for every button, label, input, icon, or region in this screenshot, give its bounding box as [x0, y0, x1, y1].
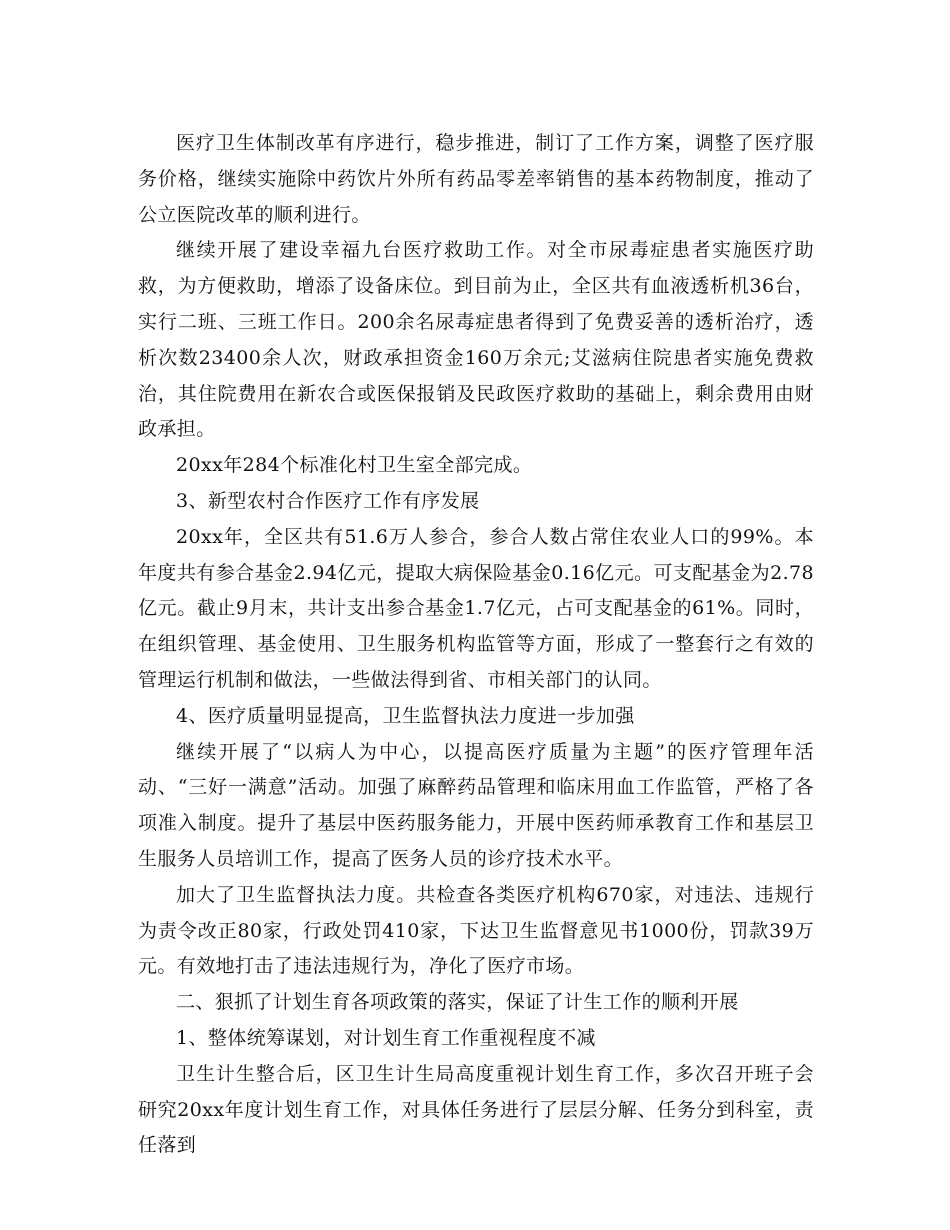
paragraph-quality-management: 继续开展了“以病人为中心，以提高医疗质量为主题”的医疗管理年活动、“三好一满意”活动。加强了麻醉药品管理和临床用血工作监管，严格了各项准入制度。提升了基层中医药服务能力，开展中医药师承教育工作和基层卫生服务人员培训工作，提高了医务人员的诊疗技术水平。 — [138, 740, 814, 870]
paragraph-village-clinics: 20xx年284个标准化村卫生室全部完成。 — [176, 454, 533, 477]
paragraph-healthcare-reform: 医疗卫生体制改革有序进行，稳步推进，制订了工作方案，调整了医疗服务价格，继续实施除中药饮片外所有药品零差率销售的基本药物制度，推动了公立医院改革的顺利进行。 — [138, 132, 814, 226]
section-heading-rural-cooperative: 3、新型农村合作医疗工作有序发展 — [176, 489, 480, 512]
paragraph-cooperative-fund: 20xx年，全区共有51.6万人参合，参合人数占常住农业人口的99%。本年度共有参合基金2.94亿元，提取大病保险基金0.16亿元。可支配基金为2.78亿元。截止9月末，共计支出参合基金1.7亿元，占可支配基金的61%。同时，在组织管理、基金使用、卫生服务机构监管等方面，形成了一整套行之有效的管理运行机制和做法，一些做法得到省、市相关部门的认同。 — [138, 525, 814, 691]
subsection-heading-overall-planning: 1、整体统筹谋划，对计划生育工作重视程度不减 — [176, 1026, 596, 1049]
paragraph-family-planning-work: 卫生计生整合后，区卫生计生局高度重视计划生育工作，多次召开班子会研究20xx年度计划生育工作，对具体任务进行了层层分解、任务分到科室，责任落到 — [138, 1062, 814, 1157]
section-heading-family-planning: 二、狠抓了计划生育各项政策的落实，保证了计生工作的顺利开展 — [176, 991, 739, 1014]
document-body — [138, 126, 814, 1164]
section-heading-medical-quality: 4、医疗质量明显提高，卫生监督执法力度进一步加强 — [176, 704, 635, 727]
paragraph-health-supervision: 加大了卫生监督执法力度。共检查各类医疗机构670家，对违法、违规行为责令改正80家，行政处罚410家，下达卫生监督意见书1000份，罚款39万元。有效地打击了违法违规行为，净化了医疗市场。 — [138, 883, 814, 978]
paragraph-medical-assistance: 继续开展了建设幸福九台医疗救助工作。对全市尿毒症患者实施医疗助救，为方便救助，增添了设备床位。到目前为止，全区共有血液透析机36台，实行二班、三班工作日。200余名尿毒症患者得到了免费妥善的透析治疗，透析次数23400余人次，财政承担资金160万余元;艾滋病住院患者实施免费救治，其住院费用在新农合或医保报销及民政医疗救助的基础上，剩余费用由财政承担。 — [138, 239, 814, 441]
